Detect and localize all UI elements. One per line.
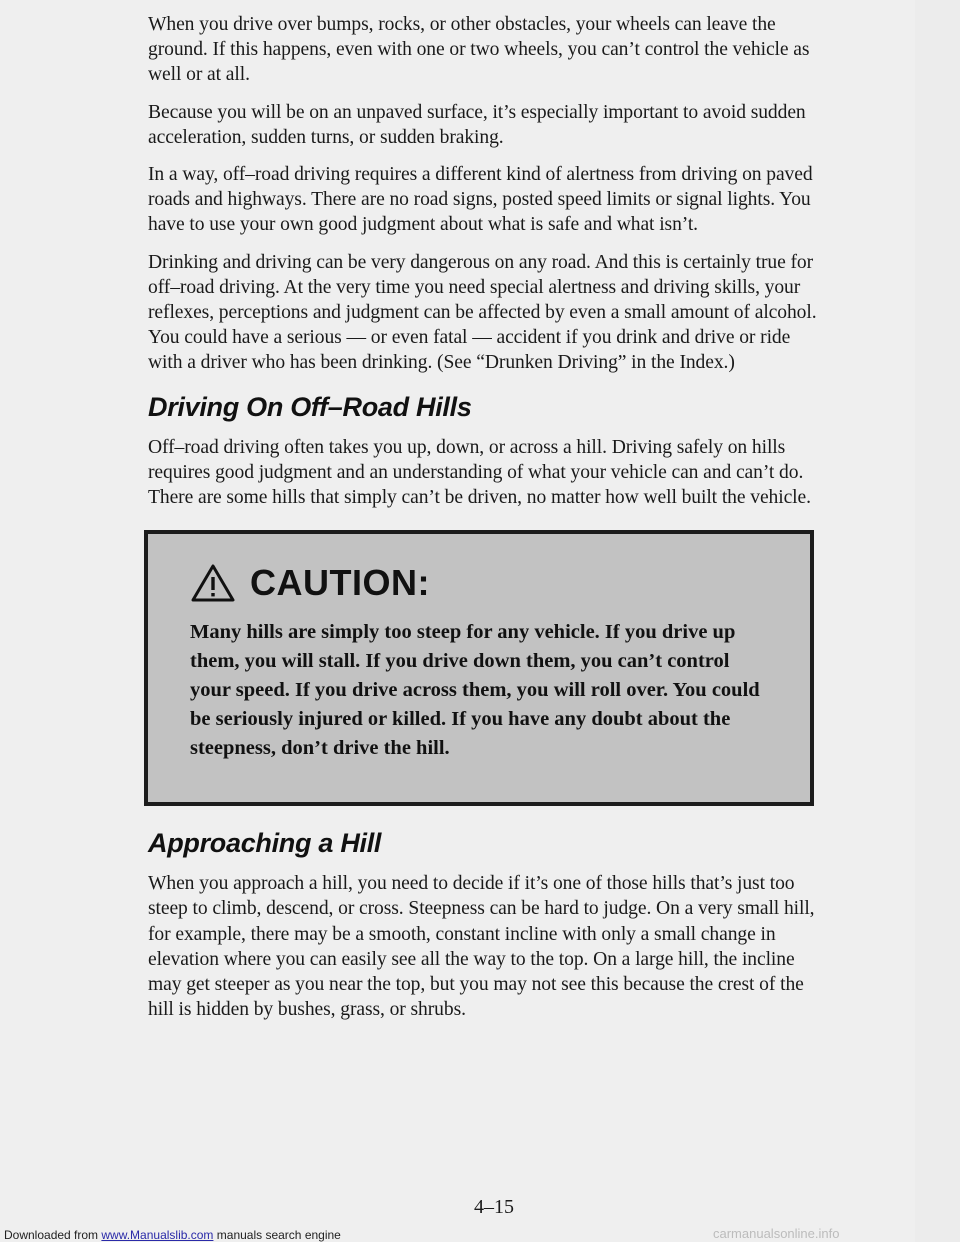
watermark-text: carmanualsonline.info — [713, 1226, 840, 1241]
caution-header — [190, 562, 772, 604]
paragraph-off-road-hills: Off–road driving often takes you up, down, or across a hill. Driving safely on hills requires good judgment and an understanding of what your vehicle can and can’t do. There are some hills that simply can’t be driven, no matter how well built the vehicle. — [148, 436, 811, 509]
page-content — [148, 12, 818, 1034]
caution-box — [144, 530, 814, 806]
footer-prefix: Downloaded from — [4, 1228, 102, 1242]
paragraph-approaching-hill: When you approach a hill, you need to decide if it’s one of those hills that’s just too steep to climb, descend, or cross. Steepness can be hard to judge. On a very small hill, for example, there may be a smooth, constant incline with only a small change in elevation where you can easily see all the way to the top. On a large hill, the incline may get steeper as you near the top, but you may not see this because the crest of the hill is hidden by bushes, grass, or shrubs. — [148, 873, 815, 1021]
heading-approaching-hill: Approaching a Hill — [148, 828, 382, 859]
paragraph-alertness: In a way, off–road driving requires a different kind of alertness from driving on paved roads and highways. There are no road signs, posted speed limits or signal lights. You have to use your own good judgment about what is safe and what isn’t. — [148, 164, 813, 236]
caution-text: Many hills are simply too steep for any vehicle. If you drive up them, you will stall. If you drive down them, you can’t control your speed. If you drive across them, you will roll over. You could be seriously injured or killed. If you have any doubt about the steepness, don’t drive the hill. — [190, 621, 760, 760]
caution-title: CAUTION: — [250, 562, 430, 604]
paragraph-wheels-leave-ground: When you drive over bumps, rocks, or other obstacles, your wheels can leave the ground. If this happens, even with one or two wheels, you can’t control the vehicle as well or at all. — [148, 14, 810, 86]
paragraph-unpaved-surface: Because you will be on an unpaved surface, it’s especially important to avoid sudden acceleration, sudden turns, or sudden braking. — [148, 101, 806, 148]
manualslib-link[interactable]: www.Manualslib.com — [101, 1228, 214, 1242]
page-number: 4–15 — [474, 1196, 514, 1218]
paragraph-drinking-driving: Drinking and driving can be very dangerous on any road. And this is certainly true for off–road driving. At the very time you need special alertness and driving skills, your reflexes, perceptions and judgment can be affected by even a small amount of alcohol. You could have a serious — or even fatal — accident if you drink and drive or ride with a driver who has been drinking. (See “Drunken Driving” in the Index.) — [148, 251, 817, 374]
download-footer — [4, 1228, 341, 1242]
warning-triangle-icon — [190, 563, 236, 603]
heading-off-road-hills: Driving On Off–Road Hills — [148, 391, 472, 422]
footer-suffix: manuals search engine — [213, 1228, 341, 1242]
